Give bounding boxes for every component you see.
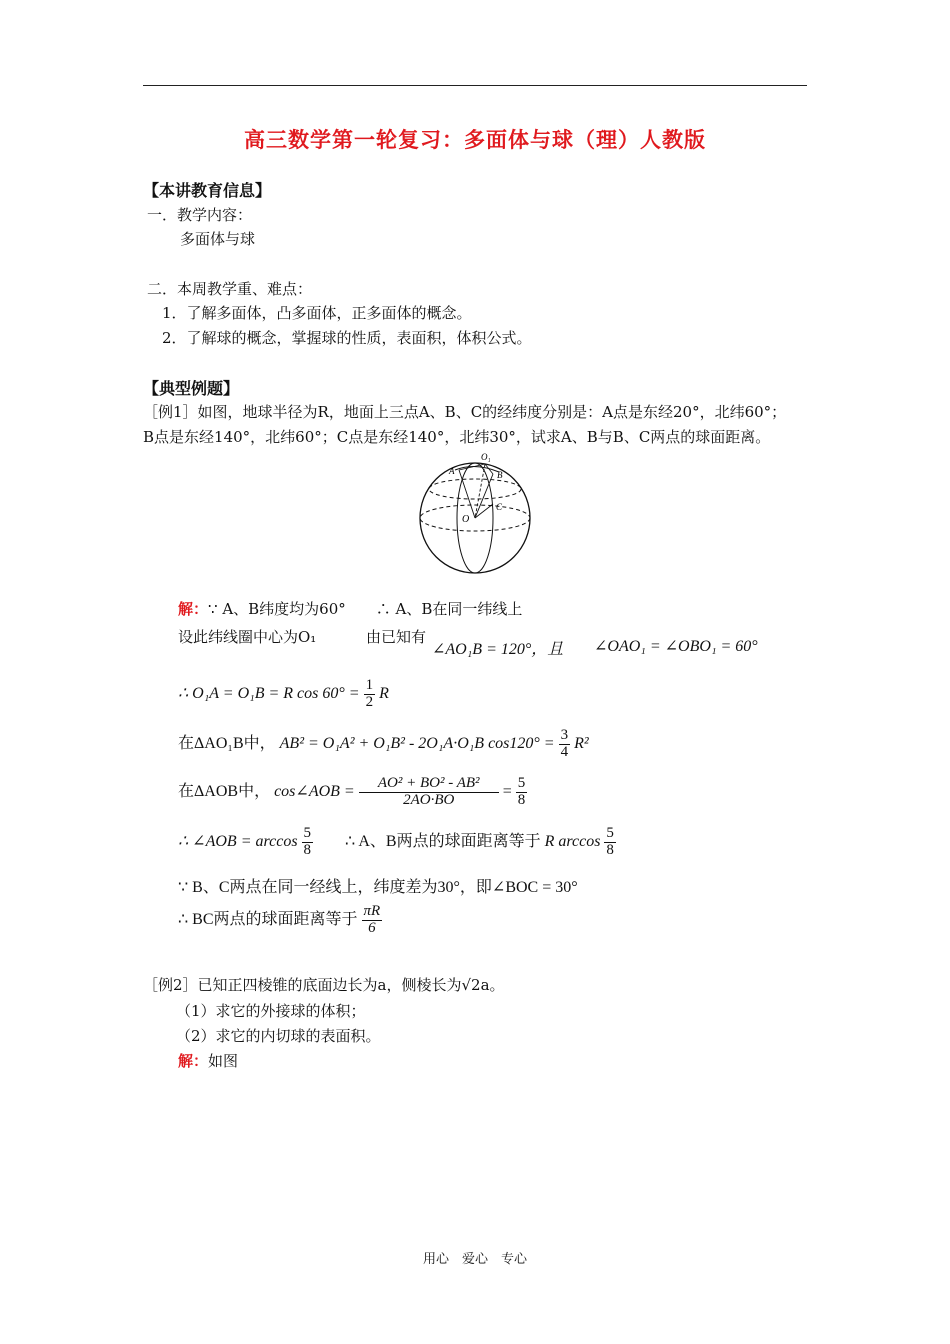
solution-1-step-8: ∴ BC两点的球面距离等于 $\frac{\pi R}{6}$ [178,903,381,936]
solution-1-step-3: ∴ O₁A = O₁B = R cos 60° = $\frac{1}{2}$ R [178,677,389,710]
radius-oa [459,470,475,518]
latitude-circle [429,479,521,499]
solution-1-step-2c: ∠AO₁B = 120°，且 [432,641,564,658]
fraction-cos-law: $\frac{\text{AO² + BO² - AB²}}{2AO\cdot BO}$ [359,776,499,809]
solution-label: 解： [178,600,209,618]
solution-1-step-2d: ∠OAO₁ = ∠OBO₁ = 60° [594,638,758,655]
solution-1-step-5: 在ΔAOB中， cos∠AOB = $\frac{\text{AO² + BO² - AB²}}{2AO\cdot BO}$ = $\frac{5}{8}$ [178,775,526,808]
section-examples-heading: 【典型例题】 [143,379,240,398]
label-c: C [496,502,503,512]
fraction-five-eighths-2: $\frac{5}{8}$ [303,825,312,858]
section-info-heading: 【本讲教育信息】 [143,181,272,200]
label-o1: O₁ [481,452,491,462]
example-2-question-2: （2）求它的内切球的表面积。 [176,1027,381,1045]
solution-1-step-4: 在ΔAO₁B中， AB² = O₁A² + O₁B² - 2O₁A·O₁B cos120° = $\frac{3}{4}$ R² [178,727,589,760]
label-o: O [462,514,470,525]
content-heading: 一．教学内容： [147,206,253,224]
page-footer: 用心 爱心 专心 [422,1252,527,1267]
fraction-five-eighths: $\frac{5}{8}$ [517,775,526,808]
solution-1-step-2b: 由已知有 [366,628,427,646]
page-title: 高三数学第一轮复习：多面体与球（理）人教版 [244,128,706,152]
fraction-five-eighths-3: $\frac{5}{8}$ [606,825,614,858]
fraction-one-half: $\frac{1}{2}$ [365,677,374,710]
focus-heading: 二．本周教学重、难点： [147,280,313,298]
example-2-question-1: （1）求它的外接球的体积； [176,1002,366,1020]
example-2-line-1: ［例2］已知正四棱锥的底面边长为a，侧棱长为√2a。 [143,976,505,994]
focus-item-1: 1．了解多面体，凸多面体，正多面体的概念。 [162,304,472,322]
sphere-figure [415,448,535,580]
example-2-solution: 解：如图 [178,1052,239,1070]
solution-1-step-7: ∵ B、C两点在同一经线上，纬度差为30°，即∠BOC = 30° [178,879,578,896]
solution-1-step-6: ∴ ∠AOB = arccos $\frac{5}{8}$ ∴ A、B两点的球面距离等于 R arccos $\frac{5}{8}$ [178,825,614,858]
solution-1-step-1: ∵ A、B纬度均为60° ∴ A、B在同一纬线上 [208,600,523,618]
example-1-line-2: B点是东经140°，北纬60°；C点是东经140°，北纬30°，试求A、B与B、C两点的球面距离。 [143,428,771,446]
focus-item-2: 2．了解球的概念，掌握球的性质，表面积，体积公式。 [162,329,532,347]
solution-1-line-1 [178,598,522,619]
label-b: B [497,470,503,480]
fraction-pi-r-over-6: $\frac{\pi R}{6}$ [363,903,381,936]
solution-1-step-2a: 设此纬线圈中心为O₁ [178,628,317,646]
fraction-three-quarters: $\frac{3}{4}$ [560,727,569,760]
example-1-line-1: ［例1］如图，地球半径为R，地面上三点A、B、C的经纬度分别是：A点是东经20°，北纬60°； [143,403,787,421]
label-a: A [449,466,455,476]
axis-line [475,464,485,518]
content-body: 多面体与球 [180,230,256,248]
header-rule [143,85,807,86]
